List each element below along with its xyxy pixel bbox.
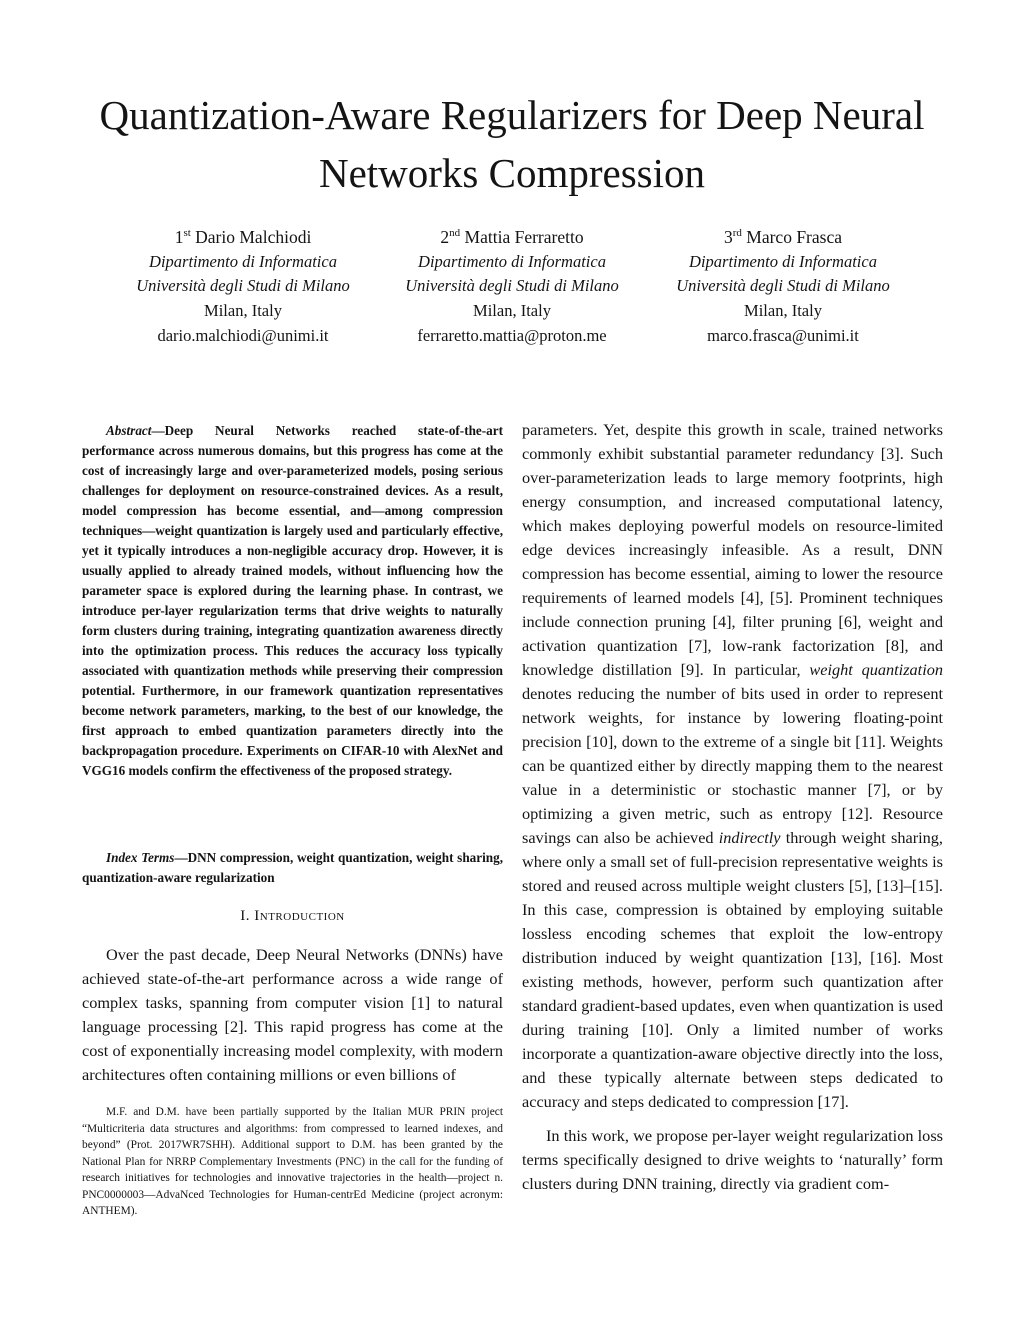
body-paragraph: In this work, we propose per-layer weight regularization loss terms specifically designed to drive weights to ‘naturally’ form clusters during DNN training, directly via gradient com- <box>522 1126 943 1193</box>
body-paragraph: parameters. Yet, despite this growth in scale, trained networks commonly exhibit substantial parameter redundancy [3]. Such over-parameterization leads to large memory footprints, high energy consumption, and increased computational latency, which makes deploying powerful models on resource-limited edge devices increasingly infeasible. As a result, DNN compression has become essential, aiming to lower the resource requirements of learned models [4], [5]. Prominent techniques include connection pruning [4], filter pruning [6], weight and activation quantization [7], low-rank factorization [8], and knowledge distillation [9]. In particular, weight quantization denotes reducing the number of bits used in order to represent network weights, for instance by lowering floating-point precision [10], down to the extreme of a single bit [11]. Weights can be quantized either by directly mapping them to the nearest value in a deterministic or stochastic manner [7], or by optimizing a given metric, such as entropy [12]. Resource savings can also be achieved indirectly through weight sharing, where only a small set of full-precision representative weights is stored and reused across multiple weight clusters [5], [13]–[15]. In this case, compression is obtained by employing suitable lossless encoding schemes that exploit the low-entropy distribution induced by weight quantization [13], [16]. Most existing methods, however, perform such quantization after standard gradient-based updates, even when quantization is used during training [10]. Only a limited number of works incorporate a quantization-aware objective directly into the loss, and these typically alternate between steps dedicated to accuracy and steps dedicated to compression [17]. <box>522 420 944 1111</box>
author-email: ferraretto.mattia@proton.me <box>417 325 607 345</box>
paper-title: Quantization-Aware Regularizers for Deep Neural Networks Compression <box>99 92 925 196</box>
emphasis: indirectly <box>718 828 781 847</box>
right-column <box>522 418 943 1196</box>
author-name: 2nd Mattia Ferraretto <box>440 227 584 247</box>
author-name: 3rd Marco Frasca <box>723 227 843 247</box>
author-department: Dipartimento di Informatica <box>418 251 606 271</box>
author-location: Milan, Italy <box>204 301 282 321</box>
abstract-label: Abstract <box>106 423 152 438</box>
author-university: Università degli Studi di Milano <box>676 276 890 296</box>
author-university: Università degli Studi di Milano <box>136 276 350 296</box>
index-terms <box>82 848 503 888</box>
author-email: marco.frasca@unimi.it <box>707 325 859 345</box>
author-block-3 <box>648 225 918 349</box>
author-department: Dipartimento di Informatica <box>689 251 877 271</box>
abstract <box>82 421 503 781</box>
author-location: Milan, Italy <box>744 301 822 321</box>
index-terms-text: —DNN compression, weight quantization, weight sharing, quantization-aware regularization <box>82 850 503 885</box>
section-heading-introduction <box>82 908 503 925</box>
body-paragraph: Over the past decade, Deep Neural Networks (DNNs) have achieved state-of-the-art performance across a wide range of complex tasks, spanning from computer vision [1] to natural language processing [2]. This rapid progress has come at the cost of exponentially increasing model complexity, with modern architectures often containing millions or even billions of <box>82 945 503 1084</box>
author-name: 1st Dario Malchiodi <box>174 227 312 247</box>
author-block-1 <box>108 225 378 349</box>
introduction-paragraph <box>82 943 503 1087</box>
author-department: Dipartimento di Informatica <box>149 251 337 271</box>
emphasis: weight quantization <box>809 660 943 679</box>
funding-footnote <box>82 1104 503 1220</box>
footnote-text: M.F. and D.M. have been partially supported by the Italian MUR PRIN project “Multicriteria data structures and algorithms: from compressed to learned indexes, and beyond” (Prot. 2017WR7SHH). Additional support to D.M. has been granted by the National Plan for NRRP Complementary Investments (PNC) in the call for the funding of research initiatives for technologies and innovative trajectories in the health—project n. PNC0000003—AdvaNced Technologies for Human-centrEd Medicine (project acronym: ANTHEM). <box>82 1106 503 1217</box>
abstract-text: —Deep Neural Networks reached state-of-the-art performance across numerous domains, but this progress has come at the cost of increasingly large and over-parameterized models, posing serious challenges for deployment on resource-constrained devices. As a result, model compression has become essential, and—among compression techniques—weight quantization is largely used and particularly effective, yet it typically introduces a non-negligible accuracy drop. However, it is usually applied to already trained models, without influencing how the parameter space is explored during the learning phase. In contrast, we introduce per-layer regularization terms that drive weights to naturally form clusters during training, integrating quantization awareness directly into the optimization process. This reduces the accuracy loss typically associated with quantization methods while preserving their compression potential. Furthermore, in our framework quantization representatives become network parameters, marking, to the best of our knowledge, the first approach to embed quantization parameters directly into the backpropagation procedure. Experiments on CIFAR-10 with AlexNet and VGG16 models confirm the effectiveness of the proposed strategy. <box>82 423 503 778</box>
author-location: Milan, Italy <box>473 301 551 321</box>
author-email: dario.malchiodi@unimi.it <box>157 325 329 345</box>
index-terms-label: Index Terms <box>106 850 175 865</box>
author-block-2 <box>377 225 647 349</box>
section-heading-text: I. Introduction <box>240 908 345 924</box>
author-university: Università degli Studi di Milano <box>405 276 619 296</box>
